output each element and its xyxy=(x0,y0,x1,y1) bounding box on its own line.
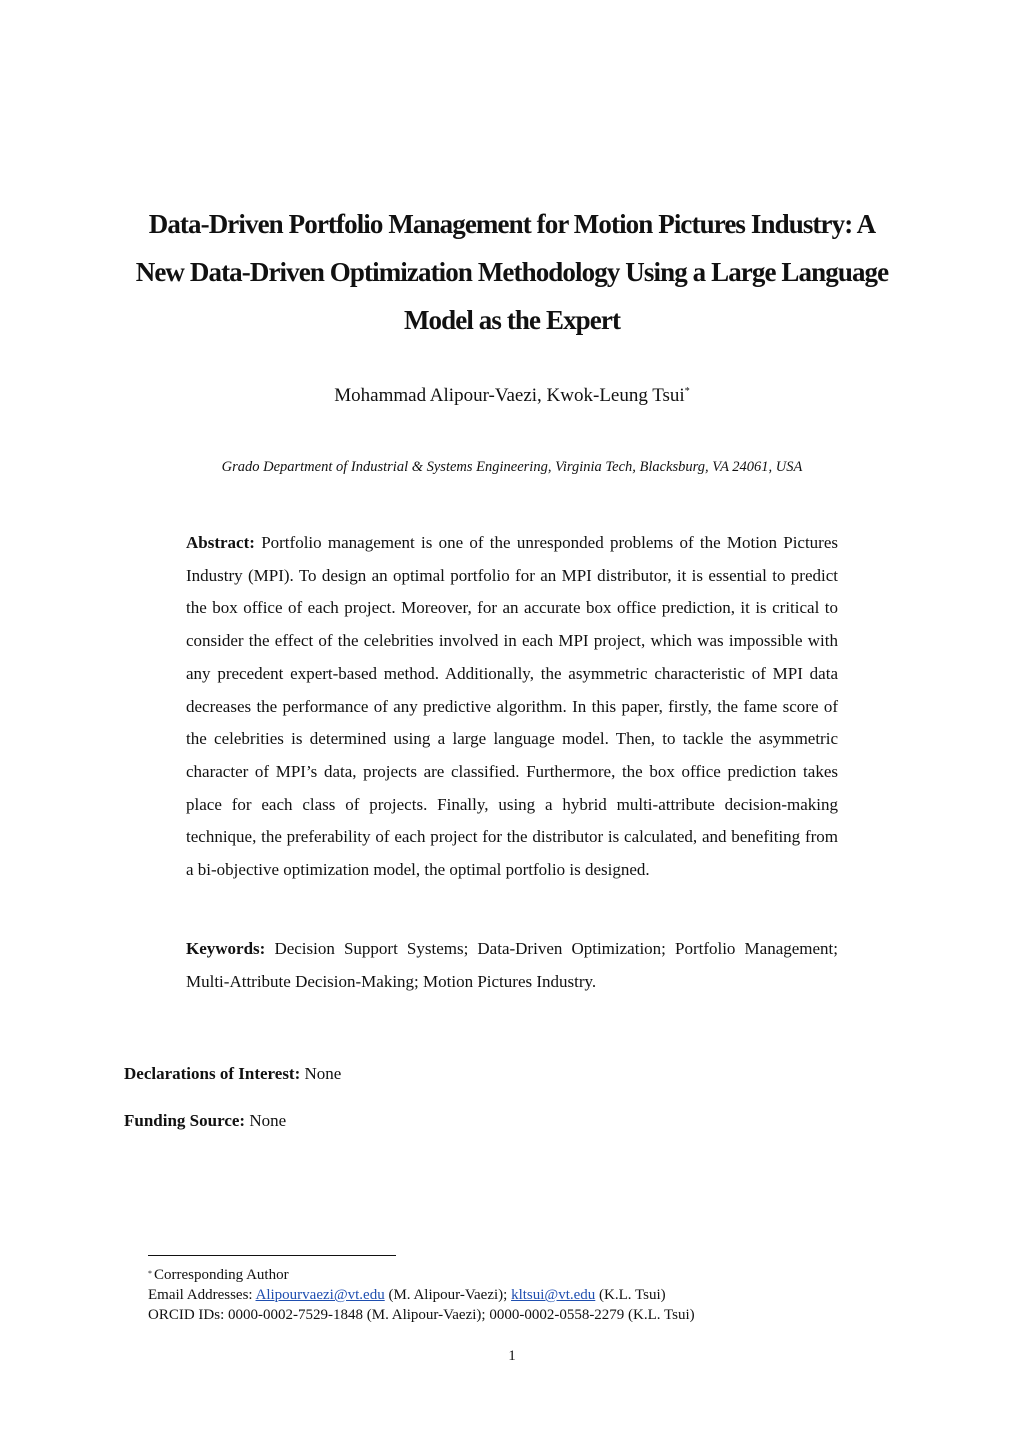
email-owner-tsui: (K.L. Tsui) xyxy=(599,1287,666,1303)
email-label: Email Addresses: xyxy=(148,1287,253,1303)
page-number: 1 xyxy=(508,1348,516,1364)
keywords-label: Keywords: xyxy=(186,939,266,958)
funding-source xyxy=(124,1108,286,1134)
footnote-corresponding-text: Corresponding Author xyxy=(154,1267,289,1283)
funding-value: None xyxy=(249,1111,287,1130)
footnote-corresponding xyxy=(148,1265,908,1285)
corresponding-author-mark: * xyxy=(684,386,690,397)
email-owner-alipour-vaezi: (M. Alipour-Vaezi); xyxy=(388,1287,508,1303)
funding-label: Funding Source: xyxy=(124,1111,246,1130)
footnote-mark: * xyxy=(148,1269,152,1278)
footnote-emails xyxy=(148,1285,908,1305)
abstract-text: Portfolio management is one of the unresponded problems of the Motion Pictures Industry (MPI). To design an optimal portfolio for an MPI distributor, it is essential to predict the box office of each project. Moreover, for an accurate box office prediction, it is critical to consider the effect of the celebrities involved in each MPI project, which was impossible with any precedent expert-based method. Additionally, the asymmetric characteristic of MPI data decreases the performance of any predictive algorithm. In this paper, firstly, the fame score of the celebrities is determined using a large language model. Then, to tackle the asymmetric character of MPI’s data, projects are classified. Furthermore, the box office prediction takes place for each class of projects. Finally, using a hybrid multi-attribute decision-making technique, the preferability of each project for the distributor is calculated, and benefiting from a bi-objective optimization model, the optimal portfolio is designed. xyxy=(186,533,839,880)
declarations-value: None xyxy=(304,1064,342,1083)
abstract-paragraph xyxy=(186,527,838,887)
author-list xyxy=(100,382,924,410)
author-names: Mohammad Alipour-Vaezi, Kwok-Leung Tsui xyxy=(334,385,685,406)
email-link-tsui[interactable]: kltsui@vt.edu xyxy=(511,1287,596,1303)
abstract-label: Abstract: xyxy=(186,533,255,552)
paper-title-line-3: Model as the Expert xyxy=(403,305,621,335)
paper-title-line-2: New Data-Driven Optimization Methodology Using a Large Language xyxy=(135,257,889,287)
footnote-orcid: ORCID IDs: 0000-0002-7529-1848 (M. Alipour-Vaezi); 0000-0002-0558-2279 (K.L. Tsui) xyxy=(148,1307,695,1323)
keywords-paragraph xyxy=(186,933,838,998)
paper-title-line-1: Data-Driven Portfolio Management for Motion Pictures Industry: A xyxy=(148,209,876,239)
footnote-divider xyxy=(148,1255,396,1256)
declarations-label: Declarations of Interest: xyxy=(124,1064,301,1083)
paper-title xyxy=(100,200,924,344)
affiliation: Grado Department of Industrial & Systems Engineering, Virginia Tech, Blacksburg, VA 24061, USA xyxy=(221,459,803,475)
keywords-text: Decision Support Systems; Data-Driven Optimization; Portfolio Management; Multi-Attribute Decision-Making; Motion Pictures Industry. xyxy=(186,939,838,991)
email-link-alipour-vaezi[interactable]: Alipourvaezi@vt.edu xyxy=(255,1287,385,1303)
declarations-of-interest xyxy=(124,1061,341,1087)
